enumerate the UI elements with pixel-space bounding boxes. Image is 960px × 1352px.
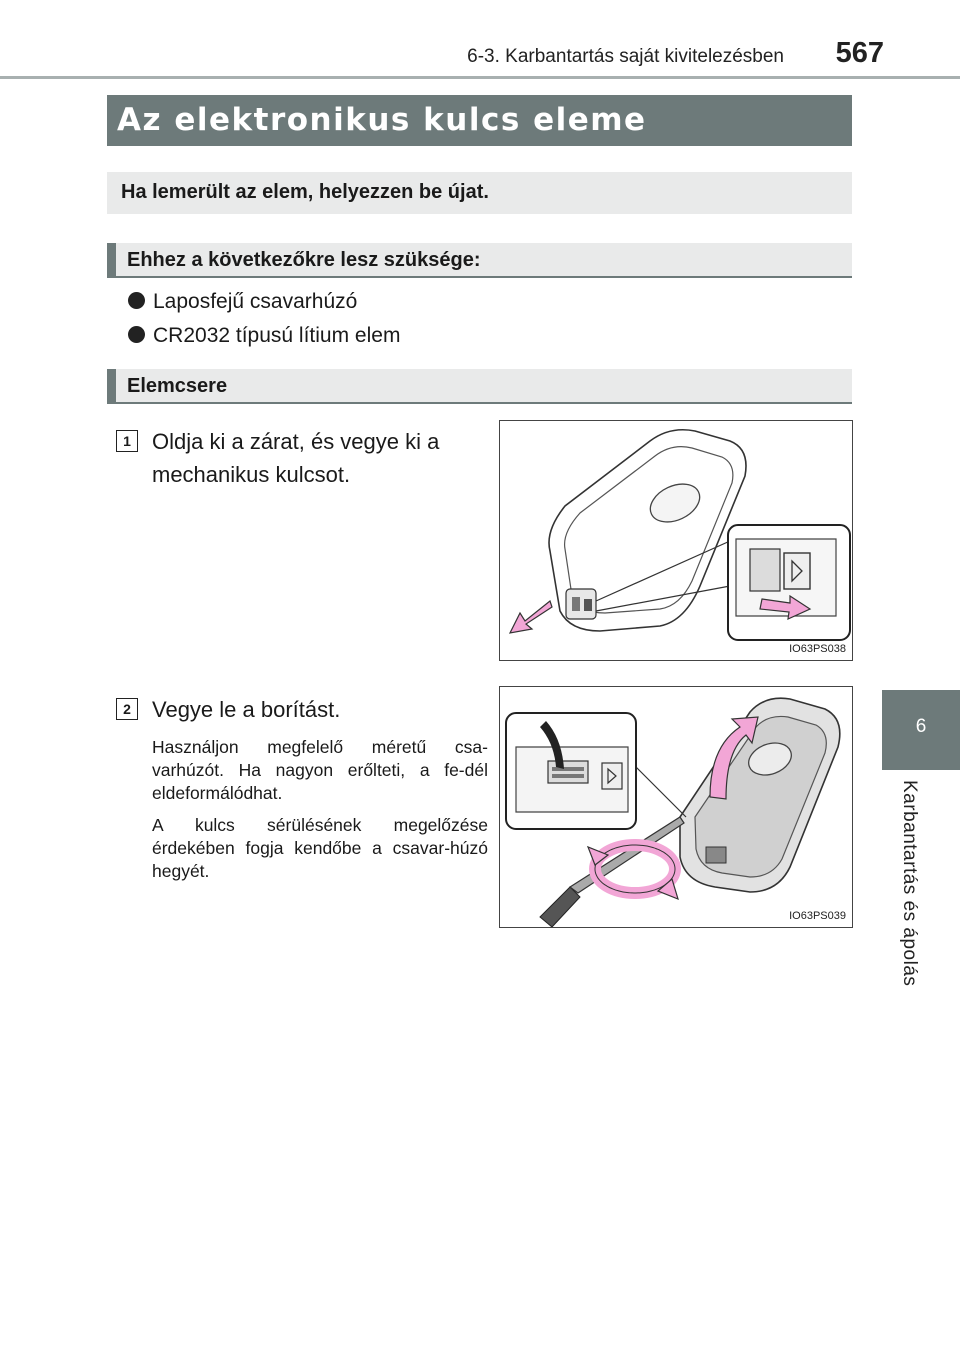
needs-heading-text: Ehhez a következőkre lesz szüksége: xyxy=(127,249,481,271)
step-1-line: Oldja ki a zárat, és vegye ki a xyxy=(152,429,440,454)
step-2-note: Használjon megfelelő méretű csa-varhúzót. Ha nagyon erőlteti, a fe-dél eldeformálódhat. xyxy=(152,737,488,803)
page-number: 567 xyxy=(835,37,884,69)
list-item xyxy=(128,324,400,348)
list-item-text: Laposfejű csavarhúzó xyxy=(153,290,358,313)
bullet-icon xyxy=(128,292,145,309)
running-head: 6-3. Karbantartás saját kivitelezésben xyxy=(467,46,784,67)
list-item xyxy=(128,290,357,314)
figure-remove-cover xyxy=(499,686,853,928)
chapter-title: Karbantartás és ápolás xyxy=(899,780,920,987)
step-number-badge: 2 xyxy=(116,698,138,720)
section-title: Az elektronikus kulcs eleme xyxy=(117,102,647,138)
step-number-badge: 1 xyxy=(116,430,138,452)
chapter-number: 6 xyxy=(915,716,927,737)
section-title-bar xyxy=(107,95,852,146)
figure-code: IO63PS038 xyxy=(789,643,846,655)
figure-remove-key xyxy=(499,420,853,661)
step-2-note: A kulcs sérülésének megelőzése érdekében fogja kendőbe a csavar-húzó hegyét. xyxy=(152,815,488,881)
bullet-icon xyxy=(128,326,145,343)
chapter-tab xyxy=(882,690,960,770)
list-item-text: CR2032 típusú lítium elem xyxy=(153,324,401,347)
intro-text: Ha lemerült az elem, helyezzen be újat. xyxy=(121,181,489,203)
step-2-text: Vegye le a borítást. xyxy=(152,697,341,722)
intro-box xyxy=(107,172,852,214)
step-1-text xyxy=(152,425,439,491)
needs-heading xyxy=(107,243,852,278)
step-1-line: mechanikus kulcsot. xyxy=(152,462,351,487)
replace-heading xyxy=(107,369,852,404)
header-divider xyxy=(0,76,960,79)
replace-heading-text: Elemcsere xyxy=(127,375,228,397)
figure-code: IO63PS039 xyxy=(789,910,846,922)
